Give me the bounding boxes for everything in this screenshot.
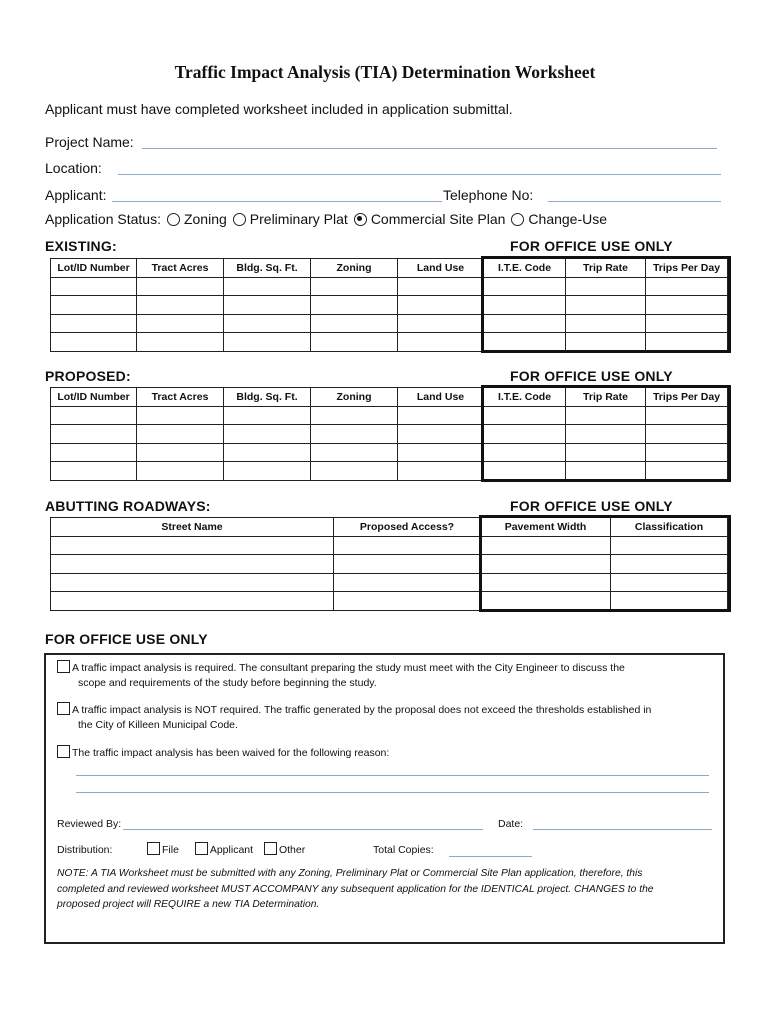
col-pavement-width: Pavement Width [481,518,611,537]
proposed-office-heading: FOR OFFICE USE ONLY [510,368,673,384]
table-cell[interactable] [224,443,311,462]
radio-change-use-label: Change-Use [528,211,608,227]
proposed-office-box [481,385,731,482]
col-trip-rate: Trip Rate [566,259,646,278]
project-name-field[interactable] [142,148,717,149]
checkbox-file-label: File [162,844,179,856]
table-cell[interactable] [51,592,334,611]
note-line-3: proposed project will REQUIRE a new TIA Determination. [57,899,320,910]
col-bldg-sq-ft: Bldg. Sq. Ft. [224,388,311,407]
roadways-office-heading: FOR OFFICE USE ONLY [510,498,673,514]
waived-reason-line-2[interactable] [76,792,709,793]
application-status-row [45,211,607,227]
col-land-use: Land Use [398,259,484,278]
distribution-label: Distribution: [57,844,113,856]
table-cell[interactable] [398,443,484,462]
applicant-field[interactable] [112,201,442,202]
col-bldg-sq-ft: Bldg. Sq. Ft. [224,259,311,278]
col-trips-per-day: Trips Per Day [646,388,728,407]
table-cell[interactable] [137,314,224,333]
checkbox-applicant-label: Applicant [209,844,254,856]
col-classification: Classification [611,518,728,537]
table-cell[interactable] [224,314,311,333]
option-not-required [57,702,717,733]
location-field[interactable] [118,174,721,175]
table-cell[interactable] [51,406,137,425]
table-cell[interactable] [51,443,137,462]
table-cell[interactable] [334,555,481,574]
checkbox-file[interactable] [147,842,160,855]
table-cell[interactable] [137,425,224,444]
radio-zoning[interactable] [167,213,180,226]
table-cell[interactable] [51,333,137,352]
table-cell[interactable] [51,555,334,574]
col-proposed-access: Proposed Access? [334,518,481,537]
note-line-1: NOTE: A TIA Worksheet must be submitted with any Zoning, Preliminary Plat or Commercial Site Plan application, therefore, this [57,868,643,879]
table-cell[interactable] [224,277,311,296]
col-tract-acres: Tract Acres [137,388,224,407]
option-waived [57,745,717,761]
existing-heading: EXISTING: [45,238,117,254]
roadways-office-box [479,515,731,612]
option-not-required-text-1: A traffic impact analysis is NOT required. The traffic generated by the proposal does not exceed the thresholds established in [72,704,652,716]
telephone-field[interactable] [548,201,721,202]
table-cell[interactable] [224,296,311,315]
table-cell[interactable] [398,296,484,315]
date-label: Date: [498,818,524,830]
table-cell[interactable] [137,462,224,481]
table-cell[interactable] [334,573,481,592]
table-cell[interactable] [51,425,137,444]
total-copies-field[interactable] [449,856,532,857]
table-cell[interactable] [137,443,224,462]
checkbox-applicant[interactable] [195,842,208,855]
existing-office-box [481,256,731,353]
radio-commercial-site-plan[interactable] [354,213,367,226]
table-cell[interactable] [311,425,398,444]
radio-commercial-site-plan-label: Commercial Site Plan [370,211,506,227]
table-cell[interactable] [398,314,484,333]
table-cell[interactable] [398,425,484,444]
radio-change-use[interactable] [511,213,524,226]
table-cell[interactable] [51,573,334,592]
col-zoning: Zoning [311,388,398,407]
table-cell[interactable] [137,333,224,352]
table-cell[interactable] [334,592,481,611]
col-ite-code: I.T.E. Code [484,259,566,278]
checkbox-other[interactable] [264,842,277,855]
reviewed-by-field[interactable] [123,829,483,830]
checkbox-required[interactable] [57,660,70,673]
date-field[interactable] [533,829,712,830]
distribution-options [147,842,305,858]
reviewed-by-label: Reviewed By: [57,818,122,830]
table-cell[interactable] [398,277,484,296]
table-cell[interactable] [224,333,311,352]
table-cell[interactable] [51,277,137,296]
checkbox-waived[interactable] [57,745,70,758]
table-cell[interactable] [398,333,484,352]
checkbox-other-label: Other [278,844,306,856]
project-name-label: Project Name: [45,134,134,150]
radio-preliminary-plat-label: Preliminary Plat [249,211,348,227]
option-required [57,660,717,691]
table-cell[interactable] [137,277,224,296]
option-required-text-2: scope and requirements of the study before beginning the study. [78,677,377,689]
table-cell[interactable] [51,536,334,555]
table-cell[interactable] [398,462,484,481]
intro-text: Applicant must have completed worksheet included in application submittal. [45,101,513,117]
radio-zoning-label: Zoning [183,211,227,227]
table-cell[interactable] [137,296,224,315]
col-trips-per-day: Trips Per Day [646,259,728,278]
location-label: Location: [45,160,102,176]
col-land-use: Land Use [398,388,484,407]
table-cell[interactable] [311,462,398,481]
col-lot-id: Lot/ID Number [51,259,137,278]
table-cell[interactable] [311,277,398,296]
application-status-label: Application Status: [45,211,161,227]
col-ite-code: I.T.E. Code [484,388,566,407]
table-cell[interactable] [51,296,137,315]
option-required-text-1: A traffic impact analysis is required. The consultant preparing the study must meet with the City Engineer to discuss the [72,662,625,674]
table-cell[interactable] [137,406,224,425]
col-tract-acres: Tract Acres [137,259,224,278]
telephone-label: Telephone No: [443,187,534,203]
table-cell[interactable] [311,443,398,462]
applicant-label: Applicant: [45,187,107,203]
table-cell[interactable] [311,314,398,333]
checkbox-not-required[interactable] [57,702,70,715]
proposed-heading: PROPOSED: [45,368,131,384]
col-lot-id: Lot/ID Number [51,388,137,407]
col-zoning: Zoning [311,259,398,278]
col-street-name: Street Name [51,518,334,537]
table-cell[interactable] [311,296,398,315]
option-waived-text: The traffic impact analysis has been waived for the following reason: [72,747,390,759]
page-title: Traffic Impact Analysis (TIA) Determination Worksheet [174,62,596,82]
table-cell[interactable] [224,462,311,481]
note-line-2: completed and reviewed worksheet MUST ACCOMPANY any subsequent application for the IDENTICAL project. CHANGES to the [57,883,654,895]
table-cell[interactable] [334,536,481,555]
table-cell[interactable] [311,406,398,425]
total-copies-label: Total Copies: [373,844,434,856]
radio-preliminary-plat[interactable] [233,213,246,226]
office-section-heading: FOR OFFICE USE ONLY [45,631,208,647]
roadways-heading: ABUTTING ROADWAYS: [45,498,211,514]
table-cell[interactable] [51,314,137,333]
table-cell[interactable] [51,462,137,481]
existing-office-heading: FOR OFFICE USE ONLY [510,238,673,254]
note-text [57,866,722,913]
table-cell[interactable] [224,425,311,444]
table-cell[interactable] [398,406,484,425]
table-cell[interactable] [311,333,398,352]
table-cell[interactable] [224,406,311,425]
col-trip-rate: Trip Rate [566,388,646,407]
option-not-required-text-2: the City of Killeen Municipal Code. [78,719,238,731]
waived-reason-line-1[interactable] [76,775,709,776]
